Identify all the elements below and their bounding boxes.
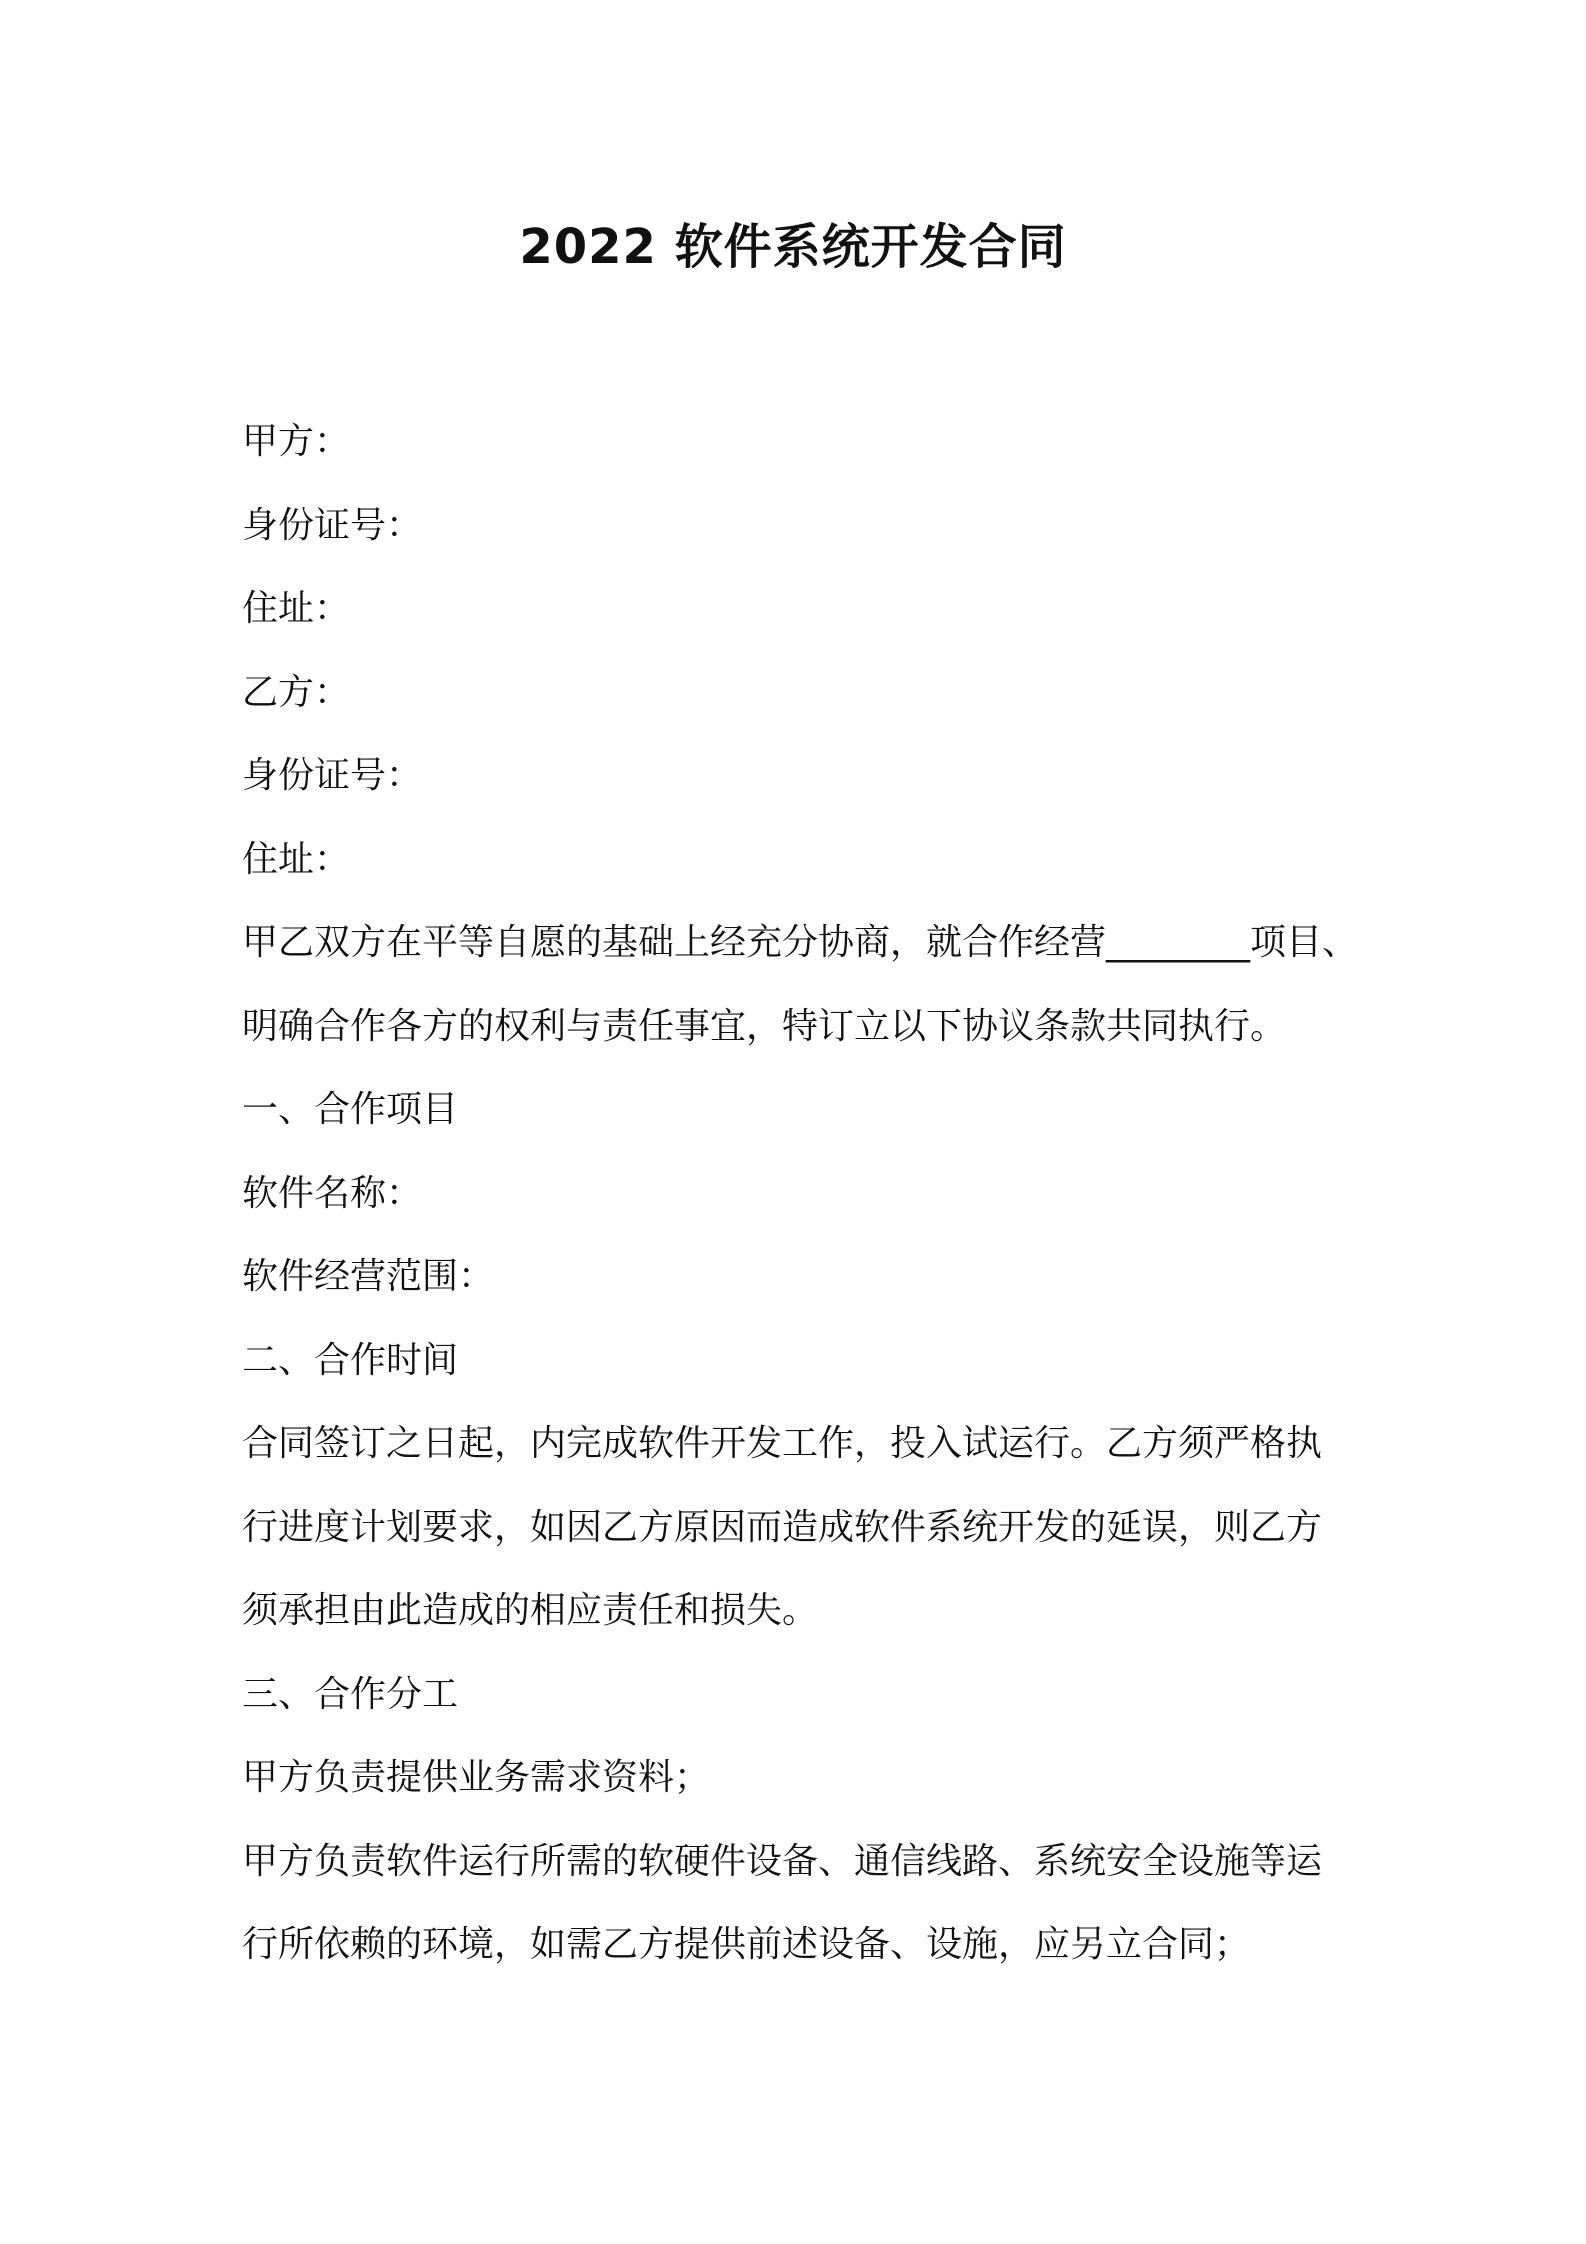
document-title: 2022 软件系统开发合同 [519,219,1067,275]
party-a-label: 甲方： [242,421,351,462]
document-body [242,400,1372,1987]
software-scope-label: 软件经营范围： [242,1256,495,1297]
cooperation-time-line-1: 合同签订之日起，内完成软件开发工作，投入试运行。乙方须严格执 [242,1423,1323,1464]
section-heading-2: 二、合作时间 [242,1339,459,1381]
party-a-address-label: 住址： [242,588,351,629]
division-line-1: 甲方负责提供业务需求资料； [242,1757,711,1798]
section-heading-1: 一、合作项目 [242,1089,459,1130]
party-b-label: 乙方： [242,671,351,713]
section-heading-3: 三、合作分工 [242,1673,459,1715]
party-b-id-label: 身份证号： [242,755,423,796]
cooperation-time-line-2: 行进度计划要求，如因乙方原因而造成软件系统开发的延误，则乙方 [242,1506,1323,1548]
cooperation-time-line-3: 须承担由此造成的相应责任和损失。 [242,1590,819,1631]
software-name-label: 软件名称： [242,1172,423,1214]
party-a-id-label: 身份证号： [242,504,423,546]
preamble-line-2: 明确合作各方的权利与责任事宜，特订立以下协议条款共同执行。 [242,1005,1287,1047]
party-b-address-label: 住址： [242,838,351,880]
preamble-line-1: 甲乙双方在平等自愿的基础上经充分协商，就合作经营________项目、 [242,922,1359,963]
division-line-2: 甲方负责软件运行所需的软硬件设备、通信线路、系统安全设施等运 [242,1840,1323,1882]
division-line-3: 行所依赖的环境，如需乙方提供前述设备、设施，应另立合同； [242,1924,1251,1965]
